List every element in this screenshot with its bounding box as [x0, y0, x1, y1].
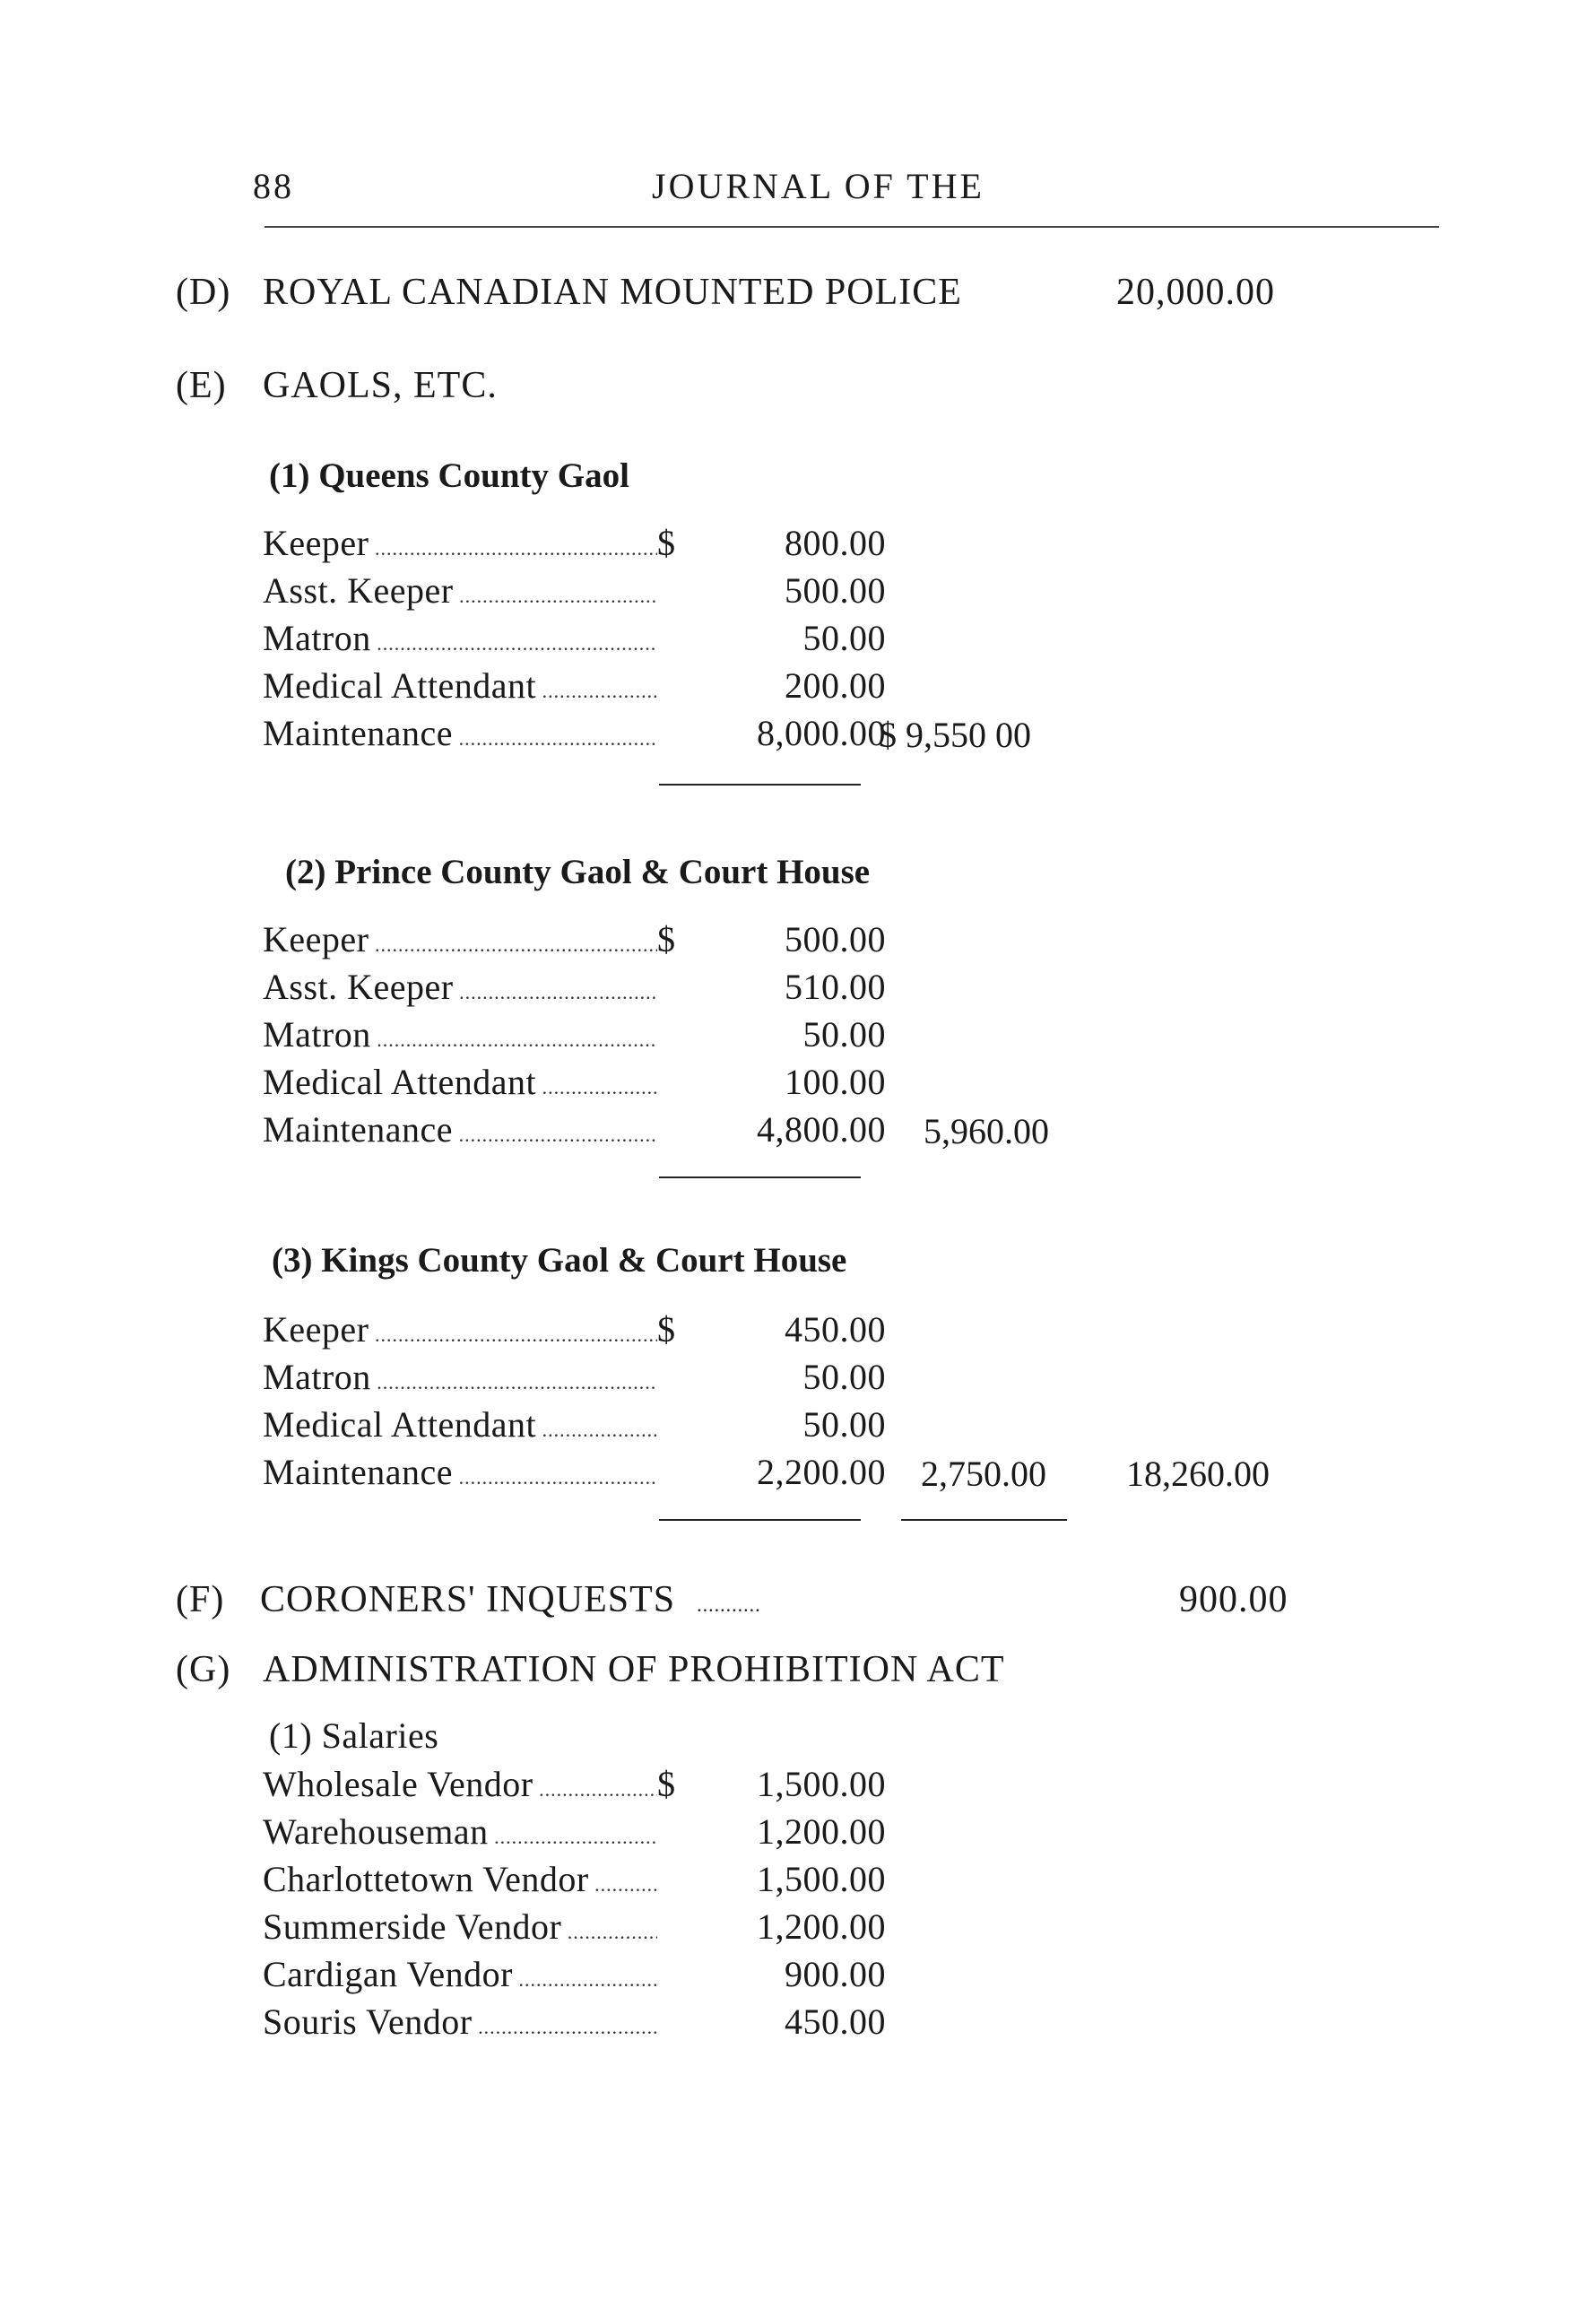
kings-subtotal-rule — [901, 1519, 1067, 1521]
dollar-sign: $ — [657, 919, 676, 959]
kings-amount-rule — [659, 1519, 861, 1521]
line-item-label: Medical Attendant ..... — [263, 1403, 657, 1445]
line-item-row — [263, 522, 890, 569]
line-item-label: Souris Vendor ..... — [263, 2001, 657, 2043]
line-item-label: Summerside Vendor ..... — [263, 1906, 657, 1948]
salaries-heading-text: (1) Salaries — [269, 1715, 439, 1756]
section-f-title — [260, 1578, 761, 1621]
line-item-label: Keeper ..... — [263, 1308, 657, 1350]
line-item-row — [263, 712, 890, 759]
line-item-label: Wholesale Vendor ..... — [263, 1763, 657, 1805]
line-item-amount: 900.00 — [785, 1954, 886, 1994]
section-d-amount: 20,000.00 — [1116, 272, 1275, 313]
line-item-label: Maintenance ..... — [263, 712, 657, 754]
line-item-row — [263, 918, 890, 965]
line-item-amount: 50.00 — [802, 618, 886, 658]
line-item-amount: 100.00 — [785, 1062, 886, 1102]
kings-gaol-subtotal: 2,750.00 — [921, 1454, 1046, 1494]
line-item-label: Warehouseman ..... — [263, 1810, 657, 1853]
line-item-label: Asst. Keeper ..... — [263, 966, 657, 1008]
queens-gaol-subtotal: $ 9,550 00 — [879, 715, 1031, 755]
line-item-label: Matron ..... — [263, 617, 657, 659]
line-item-amount: 510.00 — [785, 967, 886, 1007]
line-item-amount: 500.00 — [785, 570, 886, 611]
section-g-letter: (G) — [176, 1649, 231, 1690]
line-item-label: Asst. Keeper ..... — [263, 569, 657, 612]
line-item-label: Matron ..... — [263, 1013, 657, 1055]
line-item-amount: 4,800.00 — [757, 1109, 886, 1150]
line-item-amount: 450.00 — [785, 1309, 886, 1350]
line-item-row — [263, 1061, 890, 1107]
section-f-leader: ........... — [697, 1593, 761, 1616]
section-d-title: ROYAL CANADIAN MOUNTED POLICE — [263, 272, 962, 313]
line-item-label: Cardigan Vendor ..... — [263, 1953, 657, 1995]
line-item-amount: 1,200.00 — [757, 1906, 886, 1947]
line-item-label: Maintenance ..... — [263, 1451, 657, 1493]
section-d-letter: (D) — [176, 272, 231, 313]
line-item-label: Keeper ..... — [263, 918, 657, 960]
line-item-amount: 500.00 — [785, 919, 886, 959]
page-title: JOURNAL OF THE — [652, 166, 984, 206]
line-item-label: Medical Attendant ..... — [263, 1061, 657, 1103]
page-number: 88 — [253, 166, 294, 206]
section-f-amount: 900.00 — [1179, 1579, 1288, 1620]
line-item-row — [263, 1810, 890, 1857]
line-item-row — [263, 569, 890, 616]
line-item-amount: 8,000.00 — [757, 713, 886, 753]
kings-gaol-heading: (3) Kings County Gaol & Court House — [272, 1241, 847, 1280]
section-e-title: GAOLS, ETC. — [263, 365, 498, 406]
prince-subtotal-rule — [659, 1176, 861, 1178]
queens-gaol-heading: (1) Queens County Gaol — [269, 456, 629, 495]
section-f-letter: (F) — [176, 1579, 225, 1620]
section-g-title: ADMINISTRATION OF PROHIBITION ACT — [263, 1649, 1005, 1690]
line-item-amount: 50.00 — [802, 1404, 886, 1445]
queens-subtotal-rule — [659, 784, 861, 786]
line-item-row — [263, 1858, 890, 1905]
line-item-row — [263, 966, 890, 1012]
salaries-heading — [269, 1715, 438, 1757]
line-item-row — [263, 1763, 890, 1810]
line-item-amount: 1,500.00 — [757, 1764, 886, 1804]
line-item-row — [263, 664, 890, 711]
line-item-row — [263, 1451, 890, 1498]
dollar-sign: $ — [657, 1309, 676, 1350]
line-item-label: Charlottetown Vendor ..... — [263, 1858, 657, 1900]
line-item-amount: 50.00 — [802, 1357, 886, 1397]
line-item-amount: 200.00 — [785, 665, 886, 706]
gaols-total: 18,260.00 — [1126, 1454, 1270, 1494]
line-item-row — [263, 1308, 890, 1355]
line-item-amount: 2,200.00 — [757, 1452, 886, 1492]
line-item-row — [263, 1906, 890, 1952]
line-item-label: Keeper ..... — [263, 522, 657, 564]
line-item-row — [263, 1953, 890, 2000]
line-item-amount: 800.00 — [785, 523, 886, 563]
line-item-label: Maintenance ..... — [263, 1108, 657, 1150]
line-item-amount: 1,200.00 — [757, 1811, 886, 1852]
dollar-sign: $ — [657, 1764, 676, 1804]
line-item-label: Medical Attendant ..... — [263, 664, 657, 707]
line-item-row — [263, 617, 890, 664]
line-item-row — [263, 2001, 890, 2047]
dollar-sign: $ — [657, 523, 676, 563]
line-item-row — [263, 1356, 890, 1402]
line-item-row — [263, 1108, 890, 1155]
line-item-label: Matron ..... — [263, 1356, 657, 1398]
prince-gaol-subtotal: 5,960.00 — [924, 1111, 1049, 1151]
line-item-row — [263, 1403, 890, 1450]
section-f-title-text: CORONERS' INQUESTS — [260, 1579, 676, 1620]
header-rule — [265, 226, 1439, 228]
line-item-amount: 450.00 — [785, 2001, 886, 2042]
prince-gaol-heading: (2) Prince County Gaol & Court House — [285, 853, 871, 891]
line-item-amount: 1,500.00 — [757, 1859, 886, 1899]
section-e-letter: (E) — [176, 365, 227, 406]
line-item-amount: 50.00 — [802, 1014, 886, 1055]
line-item-row — [263, 1013, 890, 1060]
